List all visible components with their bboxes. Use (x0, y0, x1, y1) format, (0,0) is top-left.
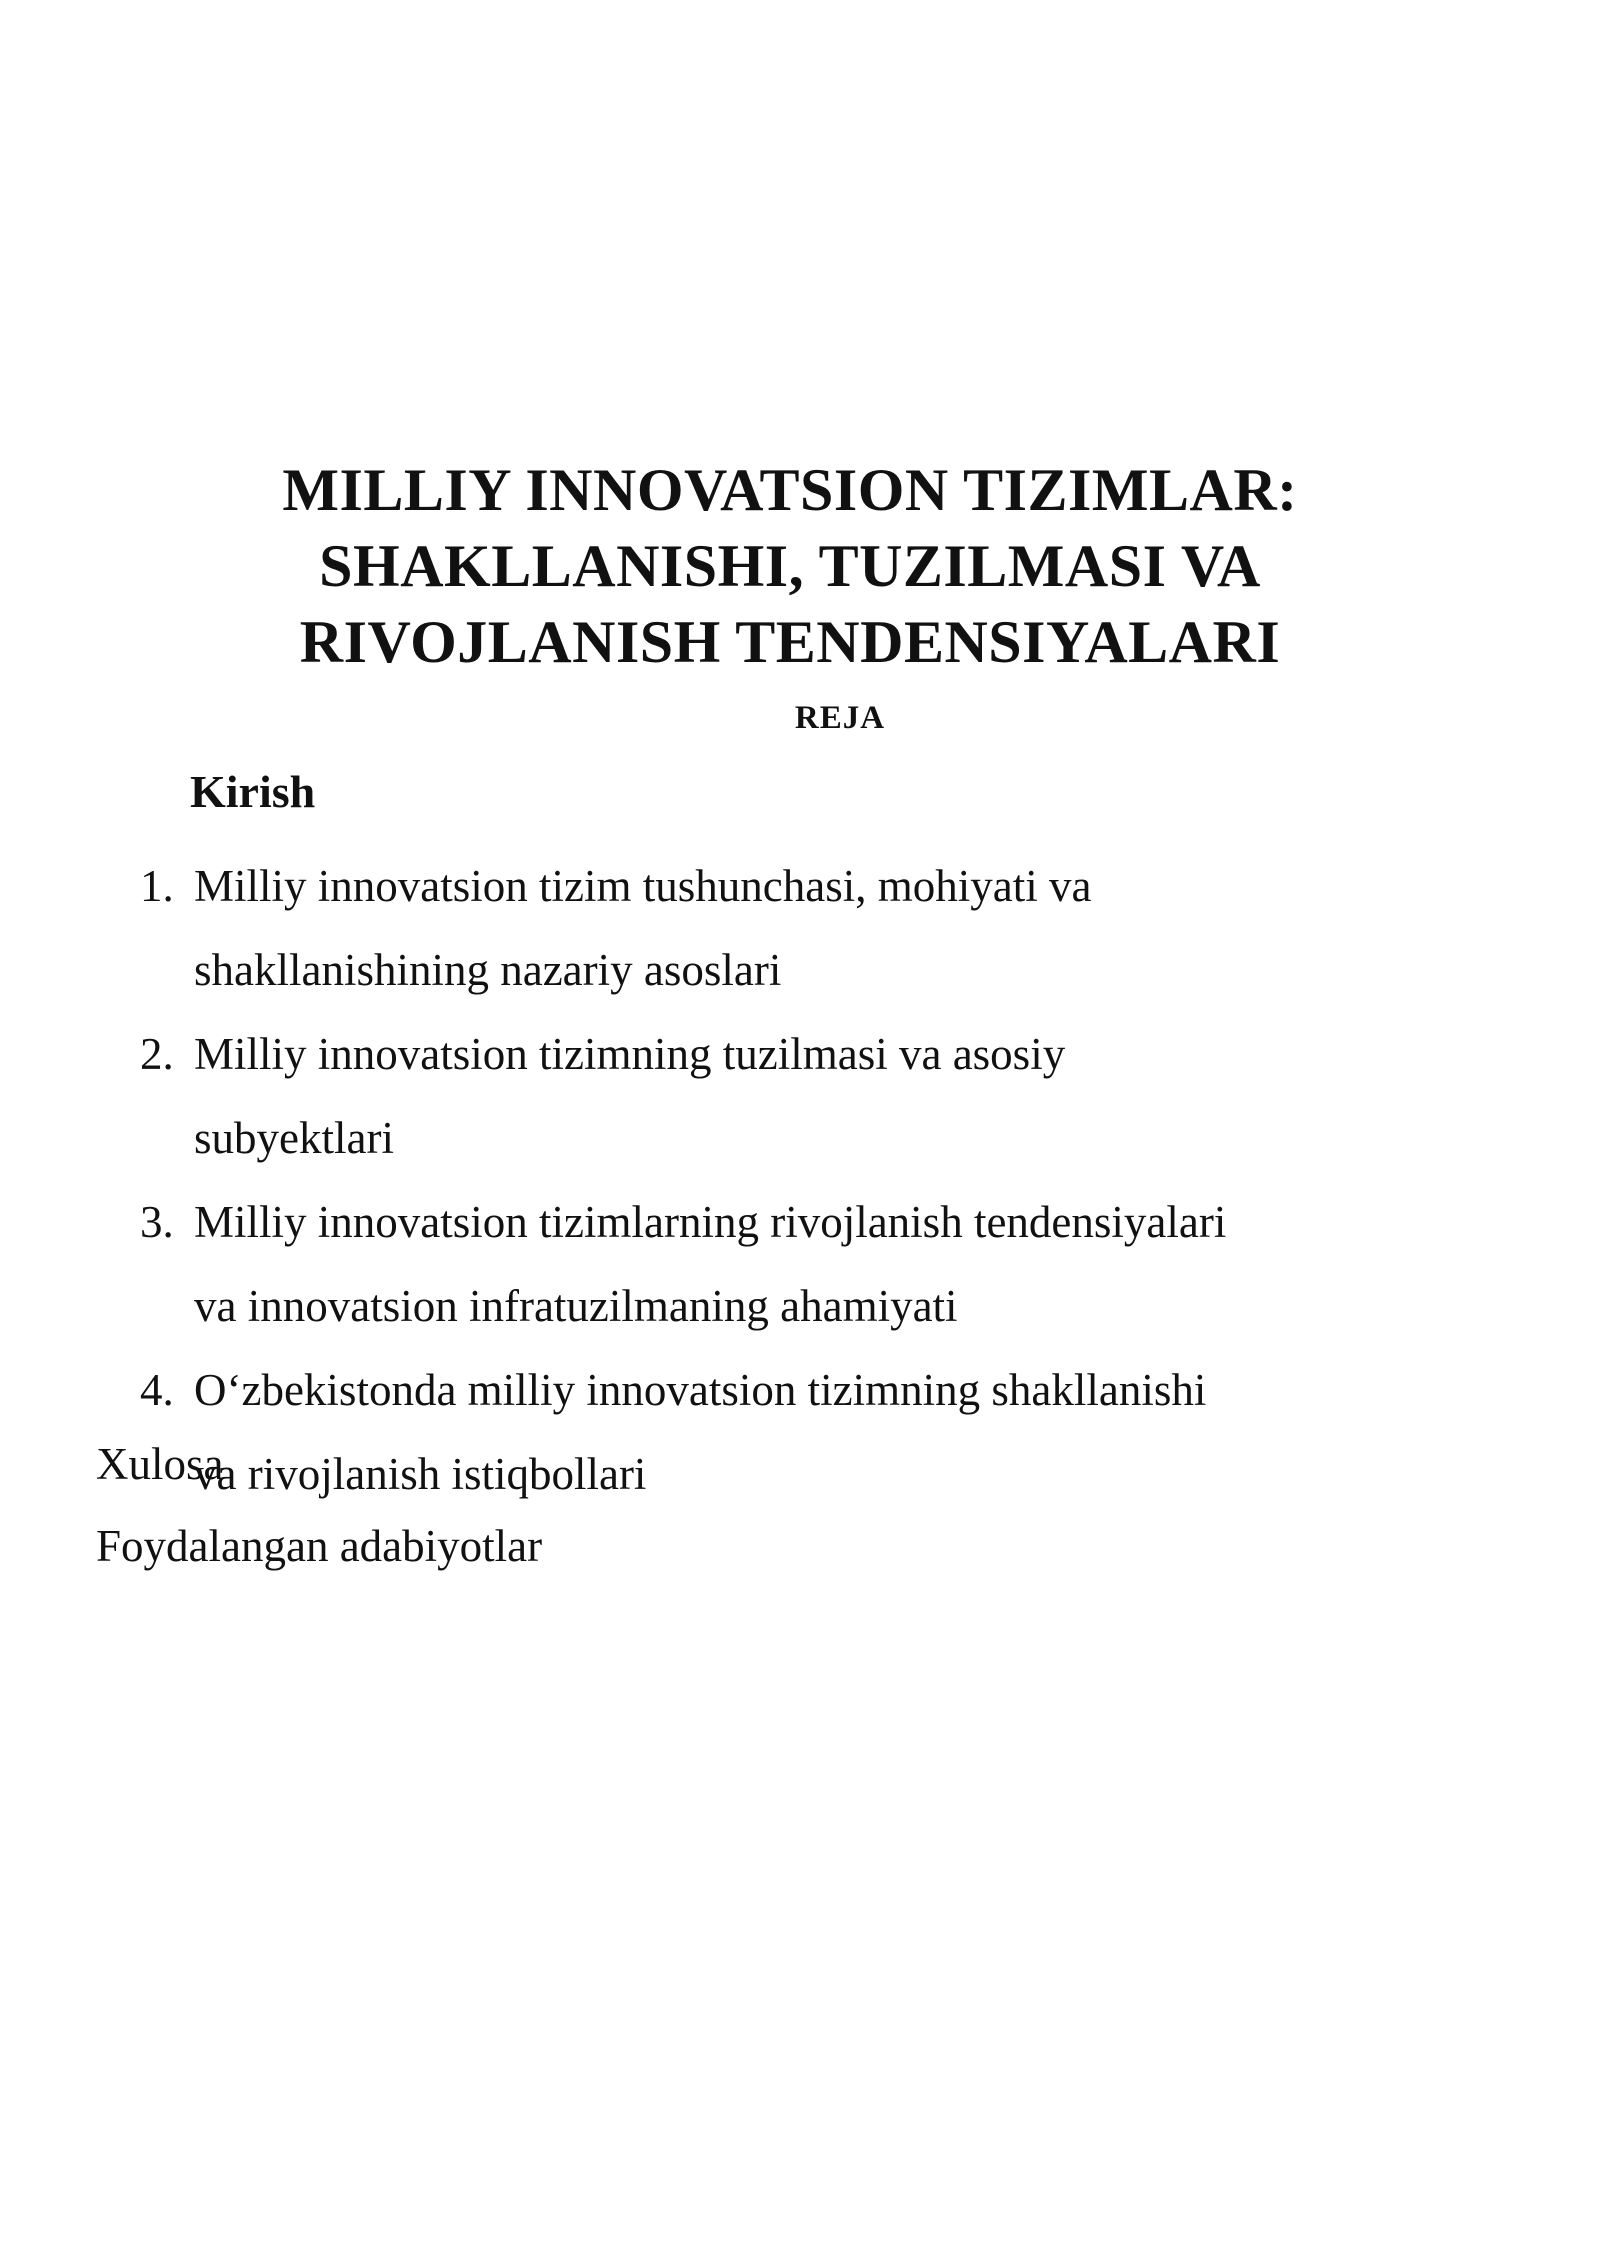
plan-item-number: 4. (140, 1365, 174, 1415)
conclusion-item: Xulosa (96, 1439, 224, 1489)
plan-item-1 (140, 844, 1440, 1012)
plan-item-text: Milliy innovatsion tizimning tuzilmasi va asosiy subyektlari (194, 1029, 1066, 1163)
plan-list (140, 844, 1440, 1516)
plan-item-text: Milliy innovatsion tizim tushunchasi, mohiyati va shakllanishining nazariy asoslari (194, 861, 1092, 995)
title-line-3: RIVOJLANISH TENDENSIYALARI (299, 609, 1281, 675)
plan-item-4 (140, 1348, 1440, 1516)
references-item: Foydalangan adabiyotlar (96, 1521, 543, 1571)
plan-item-number: 3. (140, 1197, 174, 1247)
plan-item-text: O‘zbekistonda milliy innovatsion tizimning shakllanishi va rivojlanish istiqbollari (194, 1365, 1207, 1499)
plan-item-number: 2. (140, 1029, 174, 1079)
intro-heading: Kirish (190, 766, 316, 817)
document-title (200, 452, 1380, 680)
plan-item-text: Milliy innovatsion tizimlarning rivojlanish tendensiyalari va innovatsion infratuzilmaning ahamiyati (194, 1197, 1227, 1331)
plan-item-number: 1. (140, 861, 174, 911)
plan-item-2 (140, 1012, 1440, 1180)
plan-heading: REJA (794, 700, 886, 736)
plan-item-3 (140, 1180, 1440, 1348)
title-line-2: SHAKLLANISHI, TUZILMASI VA (319, 533, 1261, 599)
title-line-1: MILLIY INNOVATSION TIZIMLAR: (282, 457, 1298, 523)
